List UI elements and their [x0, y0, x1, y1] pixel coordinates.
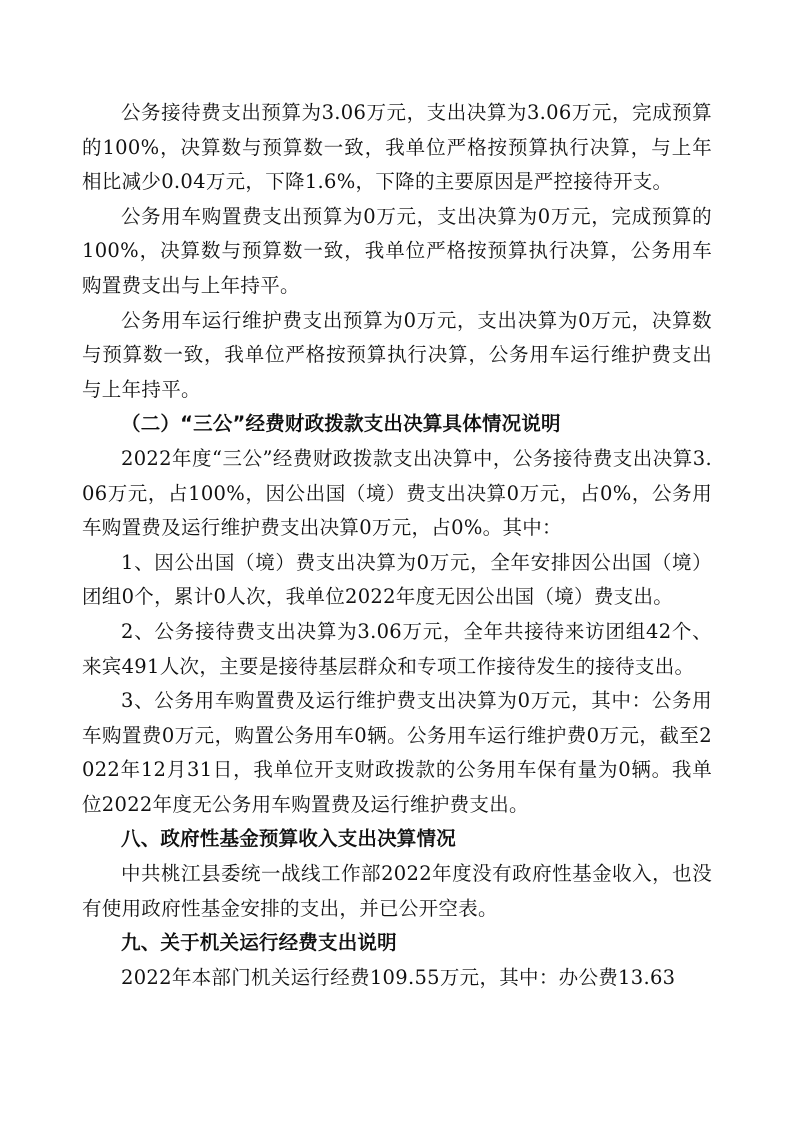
document-body: [82, 96, 712, 995]
paragraph-government-funds: 中共桃江县委统一战线工作部2022年度没有政府性基金收入，也没有使用政府性基金安排的支出，并已公开空表。: [82, 862, 712, 920]
section-heading-operating-costs: 九、关于机关运行经费支出说明: [121, 931, 397, 955]
paragraph-vehicle-maintenance-budget: 公务用车运行维护费支出预算为0万元，支出决算为0万元，决算数与预算数一致，我单位严格按预算执行决算，公务用车运行维护费支出与上年持平。: [82, 308, 712, 401]
paragraph-official-vehicles: 3、公务用车购置费及运行维护费支出决算为0万元，其中：公务用车购置费0万元，购置公务用车0辆。公务用车运行维护费0万元，截至2022年12月31日，我单位开支财政拨款的公务用车保有量为0辆。我单位2022年度无公务用车购置费及运行维护费支出。: [82, 689, 712, 816]
section-heading-government-funds: 八、政府性基金预算收入支出决算情况: [121, 827, 456, 851]
paragraph-vehicle-purchase-budget: 公务用车购置费支出预算为0万元，支出决算为0万元，完成预算的100%，决算数与预算数一致，我单位严格按预算执行决算，公务用车购置费支出与上年持平。: [82, 204, 712, 297]
section-heading-three-public: （二）“三公”经费财政拨款支出决算具体情况说明: [121, 412, 561, 436]
paragraph-reception-budget: 公务接待费支出预算为3.06万元，支出决算为3.06万元，完成预算的100%，决算数与预算数一致，我单位严格按预算执行决算，与上年相比减少0.04万元，下降1.6%，下降的主要原因是严控接待开支。: [82, 101, 712, 194]
paragraph-three-public-summary: 2022年度“三公”经费财政拨款支出决算中，公务接待费支出决算3.06万元，占100%，因公出国（境）费支出决算0万元，占0%，公务用车购置费及运行维护费支出决算0万元，占0%。其中：: [82, 446, 712, 540]
paragraph-official-reception: 2、公务接待费支出决算为3.06万元，全年共接待来访团组42个、来宾491人次，主要是接待基层群众和专项工作接待发生的接待支出。: [82, 619, 712, 678]
paragraph-overseas-travel: 1、因公出国（境）费支出决算为0万元，全年安排因公出国（境）团组0个，累计0人次，我单位2022年度无因公出国（境）费支出。: [82, 550, 712, 609]
paragraph-operating-costs: 2022年本部门机关运行经费109.55万元，其中：办公费13.63: [121, 965, 676, 989]
